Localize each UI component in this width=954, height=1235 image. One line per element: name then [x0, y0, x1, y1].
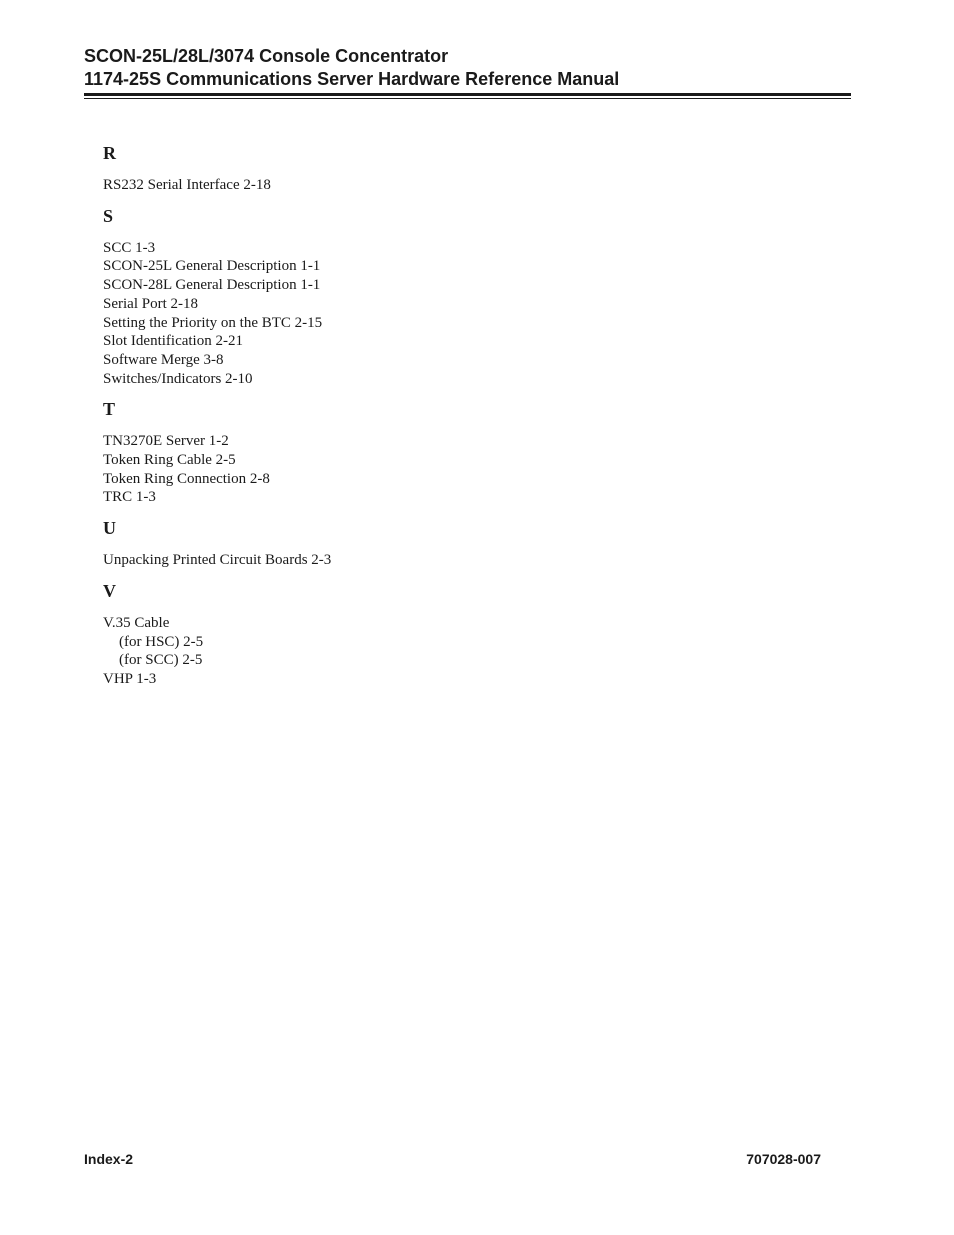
index-section-v — [103, 580, 603, 689]
footer-page-number: Index-2 — [84, 1151, 134, 1167]
entry-list — [103, 551, 603, 570]
index-entry: VHP 1-3 — [103, 670, 157, 687]
footer-doc-number: 707028-007 — [746, 1151, 821, 1167]
index-entry: Setting the Priority on the BTC 2-15 — [103, 314, 323, 331]
section-letter: S — [103, 205, 114, 226]
section-letter: U — [103, 518, 116, 539]
index-subentry: (for SCC) 2-5 — [119, 652, 203, 669]
index-entry: Slot Identification 2-21 — [103, 333, 243, 350]
index-entry: RS232 Serial Interface 2-18 — [103, 177, 271, 193]
index-section-s — [103, 205, 603, 389]
index-entry: Unpacking Printed Circuit Boards 2-3 — [103, 552, 332, 569]
index-entry: SCON-28L General Description 1-1 — [103, 277, 321, 294]
index-entry: Software Merge 3-8 — [103, 351, 224, 368]
header-title-line-1: SCON-25L/28L/3074 Console Concentrator — [84, 46, 449, 66]
section-letter: R — [103, 143, 116, 163]
section-letter: T — [103, 399, 116, 420]
header-title-line-2: 1174-25S Communications Server Hardware Reference Manual — [84, 69, 620, 89]
index-entry: TN3270E Server 1-2 — [103, 433, 229, 450]
index-section-r — [103, 142, 603, 195]
header-rule-thick — [84, 93, 851, 96]
index-entry: Token Ring Cable 2-5 — [103, 452, 236, 469]
entry-list — [103, 176, 603, 195]
index-subentry: (for HSC) 2-5 — [119, 633, 204, 650]
entry-list — [103, 614, 603, 689]
index-entry: V.35 Cable — [103, 614, 170, 631]
index-body — [103, 142, 603, 699]
index-entry: Serial Port 2-18 — [103, 295, 198, 312]
index-entry: Switches/Indicators 2-10 — [103, 370, 253, 387]
index-entry: Token Ring Connection 2-8 — [103, 470, 270, 487]
entry-list — [103, 239, 603, 389]
entry-list — [103, 432, 603, 507]
header-rule-thin — [84, 98, 851, 99]
index-entry: SCC 1-3 — [103, 239, 156, 256]
index-entry: SCON-25L General Description 1-1 — [103, 258, 321, 275]
running-header — [84, 45, 850, 91]
index-section-t — [103, 398, 603, 507]
index-section-u — [103, 517, 603, 570]
index-entry: TRC 1-3 — [103, 489, 156, 506]
section-letter: V — [103, 580, 116, 601]
